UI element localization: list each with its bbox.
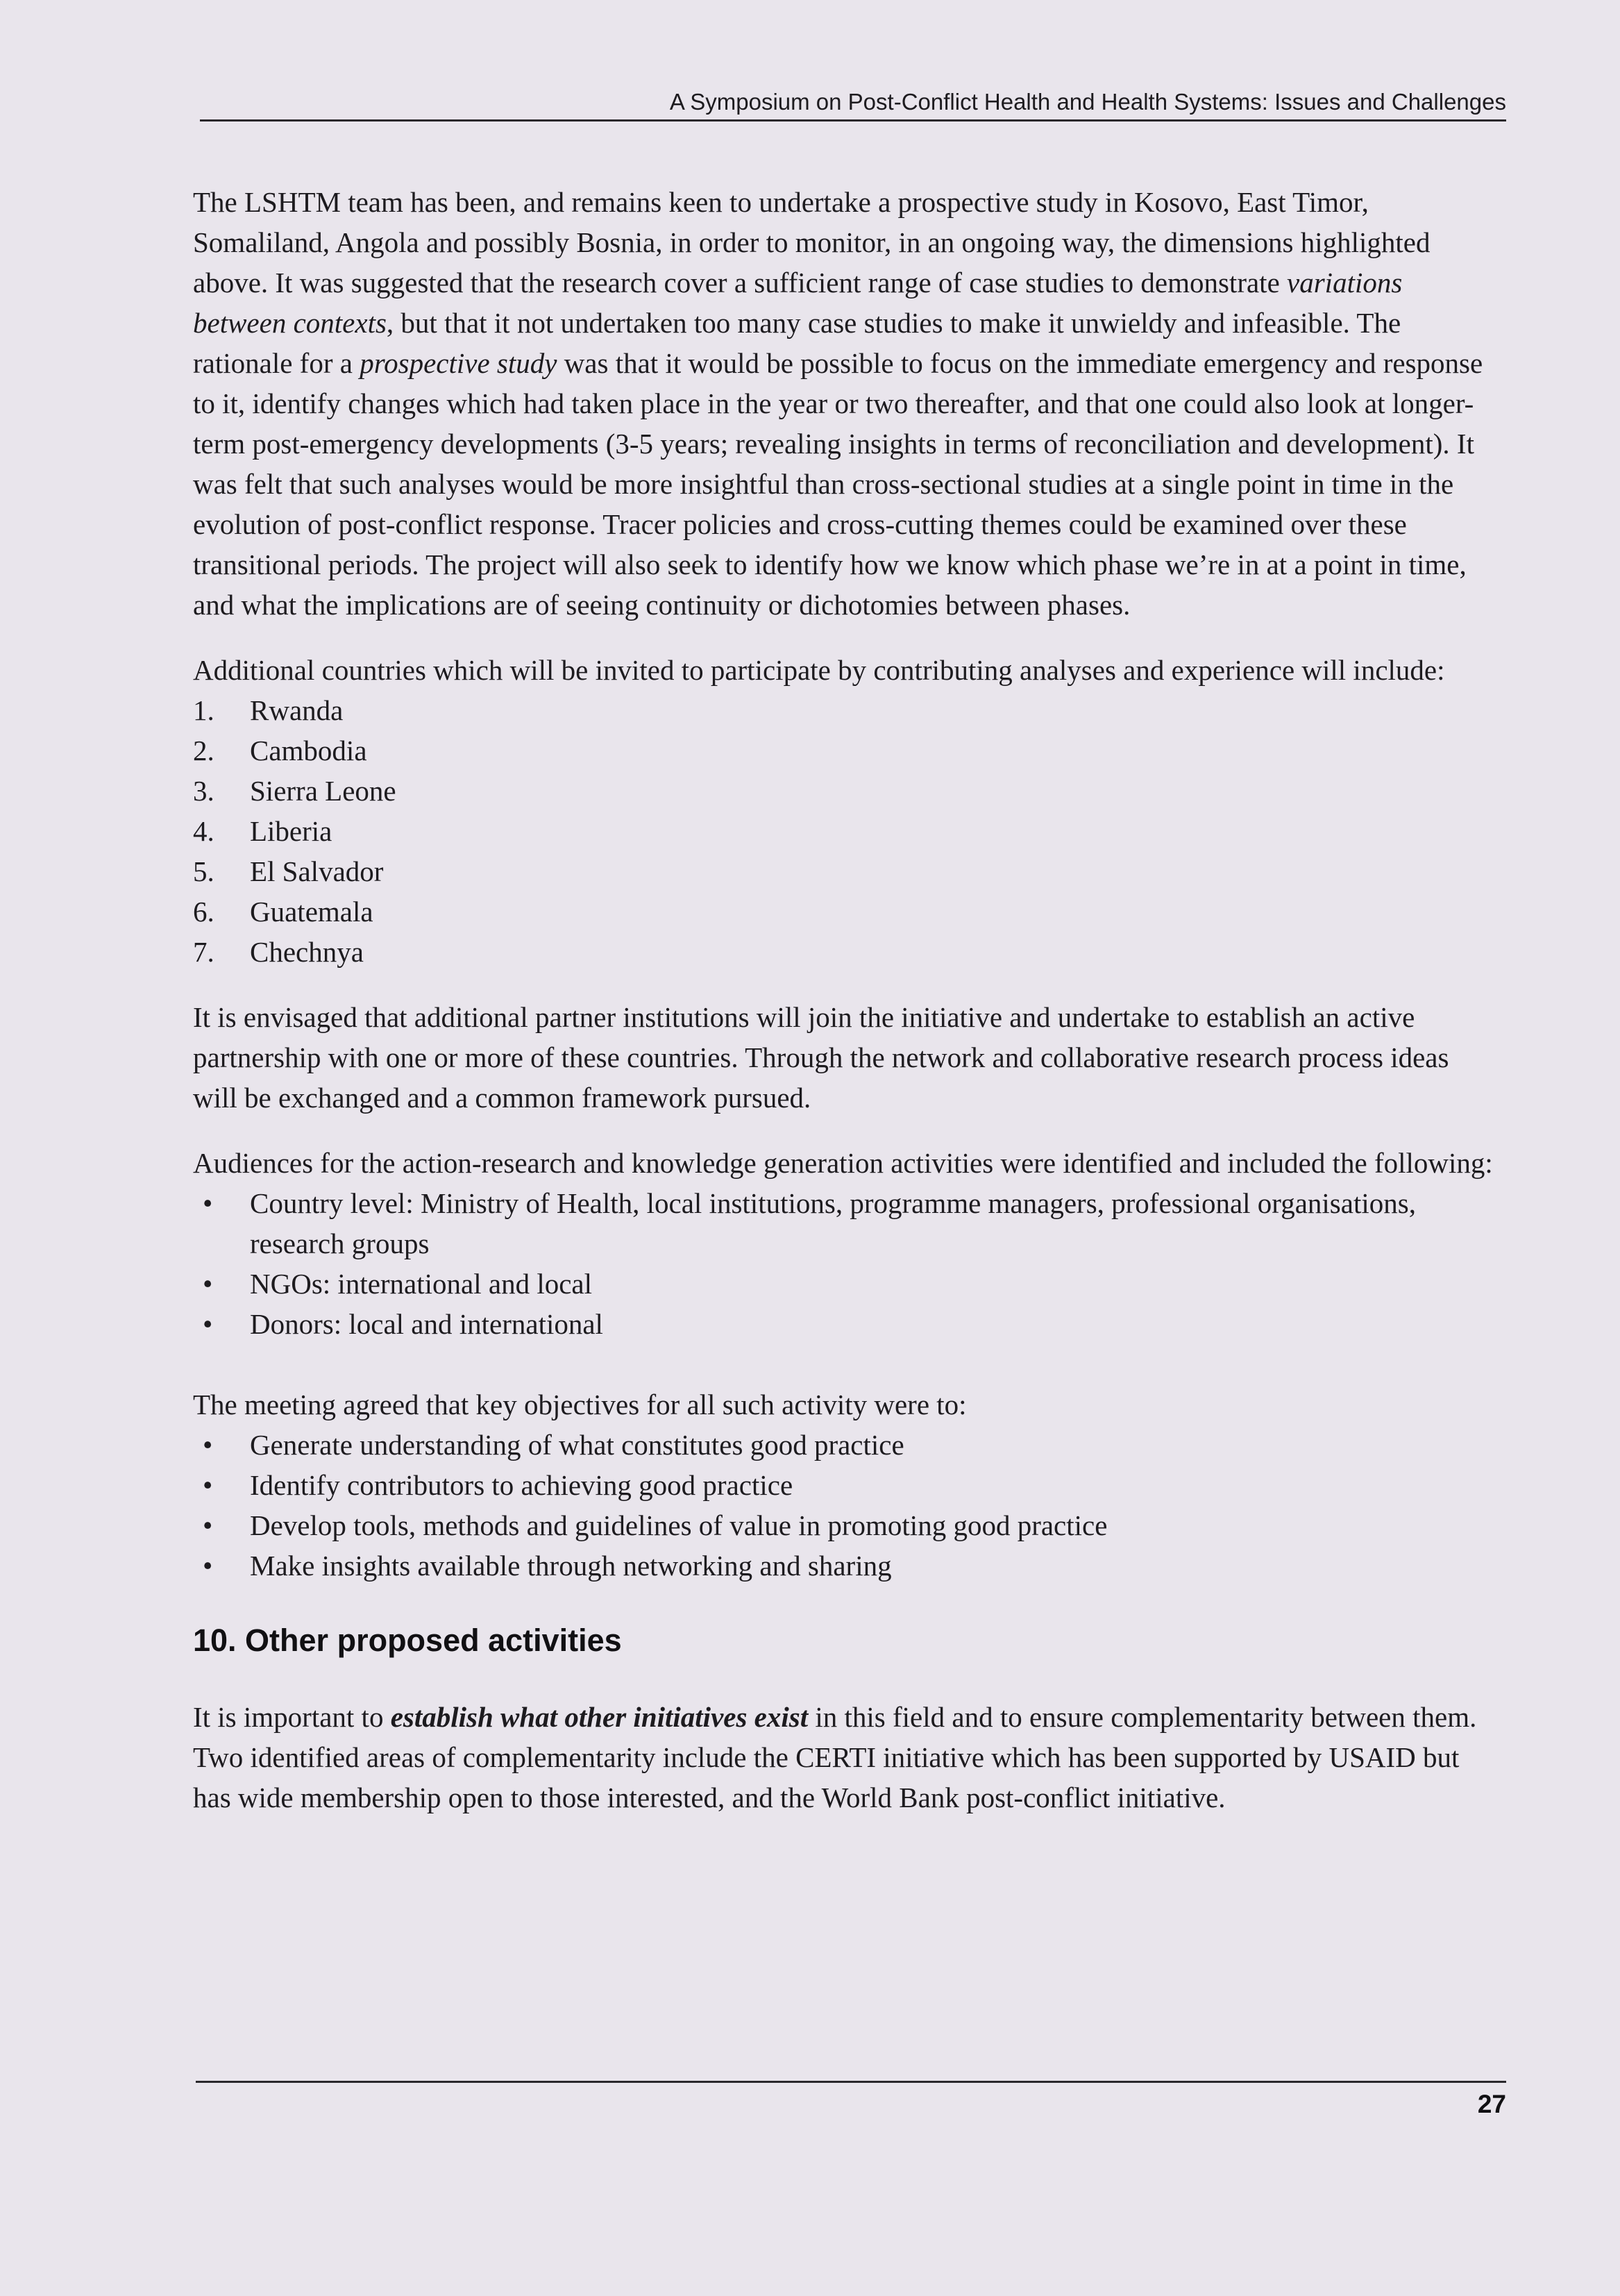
list-item [193,891,1498,932]
list-item [193,690,1498,730]
list-text: Identify contributors to achieving good practice [250,1469,793,1501]
list-item [193,1545,1498,1586]
audiences-list [193,1183,1498,1344]
list-text: Chechnya [250,936,364,968]
list-text: Rwanda [250,694,344,726]
list-item [193,1304,1498,1344]
page-number: 27 [1477,2090,1506,2118]
list-number: 4. [193,815,214,847]
list-item [193,932,1498,972]
list-number: 7. [193,936,214,968]
list-text: Sierra Leone [250,775,396,807]
list-item [193,1505,1498,1545]
footer-rule [196,2081,1506,2083]
paragraph-text: It is important to [193,1701,391,1733]
bullet-icon: • [203,1187,213,1219]
list-text: Guatemala [250,896,373,928]
list-text: Make insights available through networking and sharing [250,1550,892,1582]
paragraph-partners: It is envisaged that additional partner institutions will join the initiative and undertake to establish an active partnership with one or more of these countries. Through the network and collaborative research process ideas will be exchanged and a common framework pursued. [193,1001,1449,1114]
list-number: 3. [193,775,214,807]
list-item [193,811,1498,851]
countries-intro: Additional countries which will be invited to participate by contributing analyses and experience will include: [193,654,1445,686]
objectives-intro: The meeting agreed that key objectives for all such activity were to: [193,1389,967,1421]
audiences-intro: Audiences for the action-research and knowledge generation activities were identified and included the following: [193,1147,1493,1179]
list-text: Cambodia [250,735,367,766]
objectives-list [193,1425,1498,1586]
bullet-icon: • [203,1469,213,1501]
list-number: 1. [193,694,214,726]
list-text: Donors: local and international [250,1308,603,1340]
emphasis-prospective-study: prospective study [360,347,557,379]
list-number: 5. [193,855,214,887]
list-number: 2. [193,735,214,766]
emphasis-other-initiatives: establish what other initiatives exist [390,1701,809,1733]
paragraph-other-initiatives [193,1697,1498,1818]
countries-list [193,690,1498,972]
list-text: Develop tools, methods and guidelines of value in promoting good practice [250,1509,1108,1541]
header-rule [200,119,1506,121]
bullet-icon: • [203,1429,213,1461]
list-text: NGOs: international and local [250,1268,593,1300]
list-text: Country level: Ministry of Health, local institutions, programme managers, professional organisations, research groups [250,1187,1416,1259]
paragraph-text: , but that it not undertaken too many case studies to make it unwieldy and infeasible. The rationale for a [193,307,1401,379]
list-number: 6. [193,896,214,928]
page-body [193,182,1498,1818]
list-text: El Salvador [250,855,384,887]
list-text: Generate understanding of what constitutes good practice [250,1429,904,1461]
section-heading: 10. Other proposed activities [193,1623,622,1658]
running-header: A Symposium on Post-Conflict Health and Health Systems: Issues and Challenges [669,89,1506,115]
bullet-icon: • [203,1268,213,1300]
bullet-icon: • [203,1550,213,1582]
bullet-icon: • [203,1308,213,1340]
list-item [193,1264,1498,1304]
paragraph-prospective-study [193,182,1498,625]
bullet-icon: • [203,1509,213,1541]
paragraph-text: The LSHTM team has been, and remains keen to undertake a prospective study in Kosovo, East Timor, Somaliland, Angola and possibly Bosnia, in order to monitor, in an ongoing way, the dimensions highlighted above. It was suggested that the research cover a sufficient range of case studies to demonstrate [193,186,1431,299]
list-item [193,1183,1498,1264]
list-item [193,1465,1498,1505]
list-item [193,771,1498,811]
list-item [193,851,1498,891]
paragraph-text: was that it would be possible to focus on the immediate emergency and response to it, identify changes which had taken place in the year or two thereafter, and that one could also look at longer-term post-emergency developments (3-5 years; revealing insights in terms of reconciliation and development). It was felt that such analyses would be more insightful than cross-sectional studies at a single point in time in the evolution of post-conflict response. Tracer policies and cross-cutting themes could be examined over these transitional periods. The project will also seek to identify how we know which phase we’re in at a point in time, and what the implications are of seeing continuity or dichotomies between phases. [193,347,1483,621]
paragraph-text: in this field and to ensure complementarity between them. Two identified areas of complementarity include the CERTI initiative which has been supported by USAID but has wide membership open to those interested, and the World Bank post-conflict initiative. [193,1701,1477,1813]
list-item [193,730,1498,771]
emphasis-variations: variations between contexts [193,267,1403,339]
list-item [193,1425,1498,1465]
list-text: Liberia [250,815,332,847]
